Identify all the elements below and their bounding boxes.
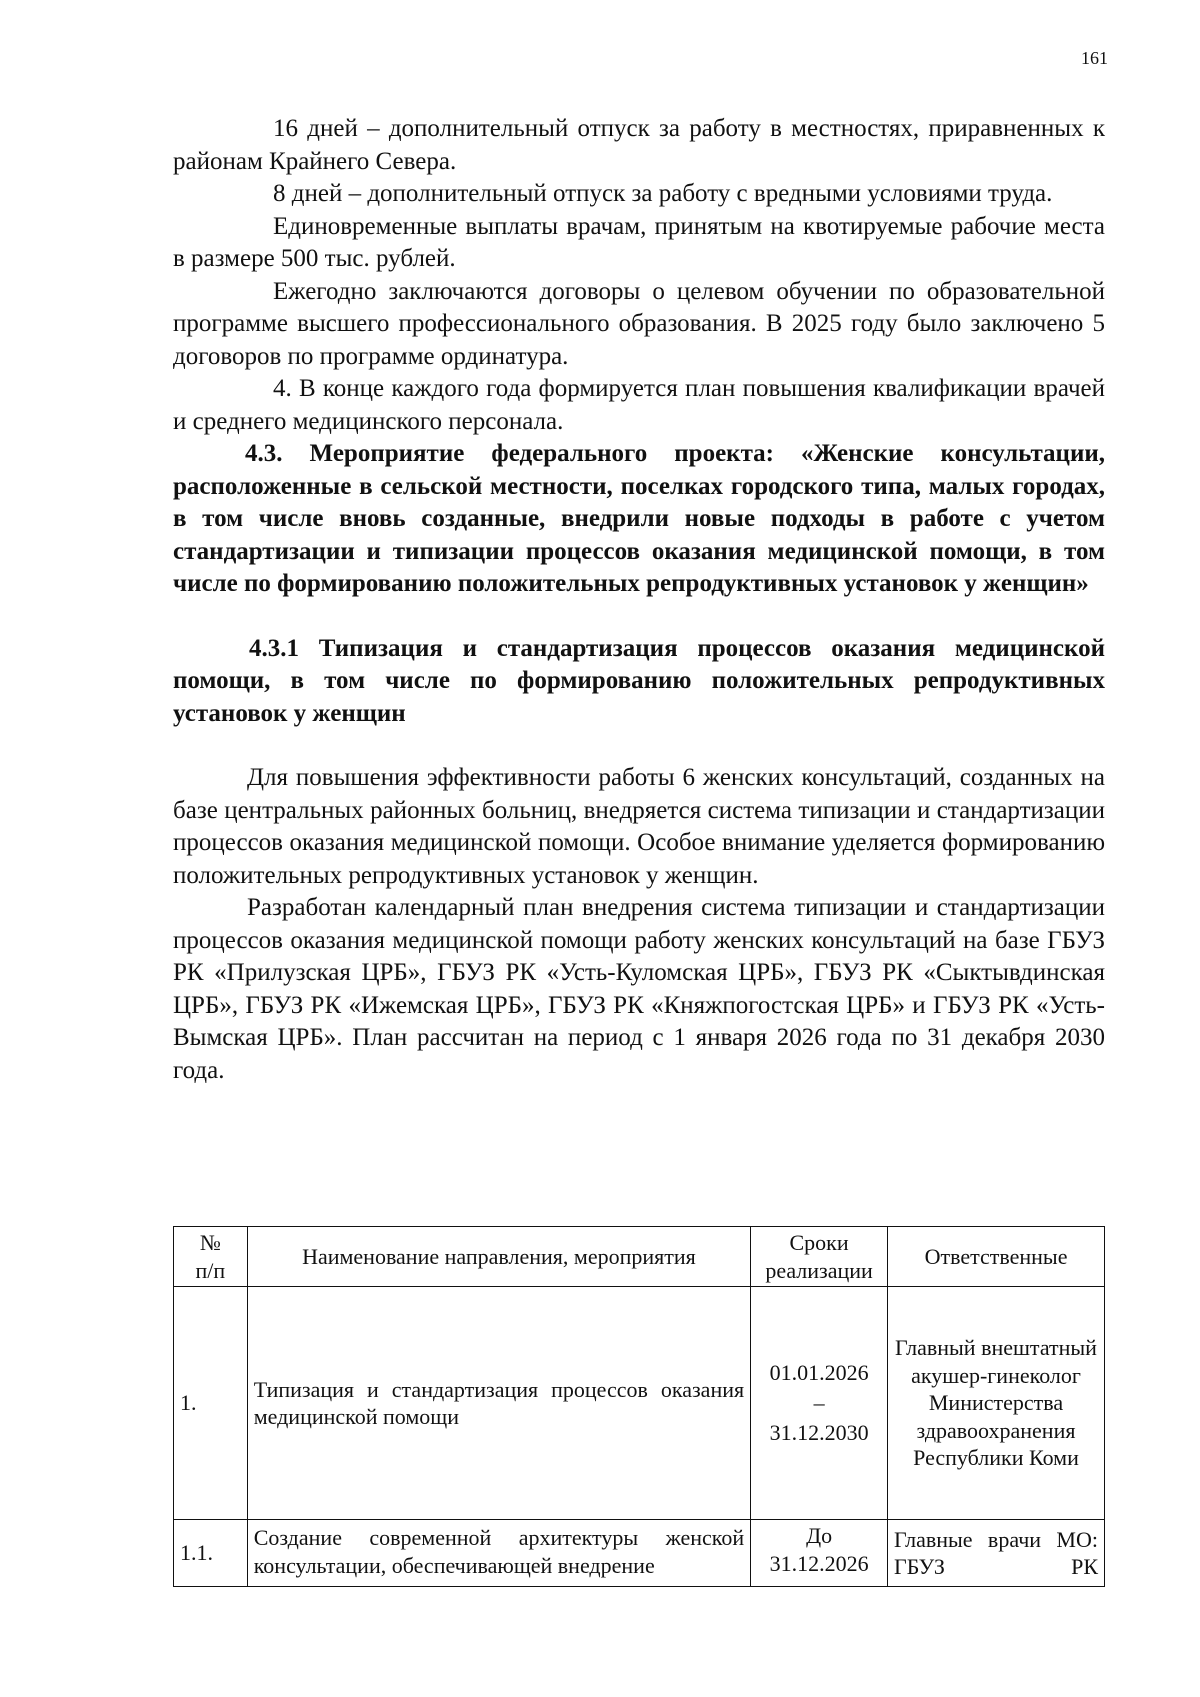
row-date-to: 31.12.2030 [769, 1420, 869, 1445]
row-date-to: 31.12.2026 [769, 1550, 869, 1576]
header-dates-line2: реализации [765, 1257, 873, 1283]
header-number-line1: № [199, 1230, 221, 1255]
plan-table-wrapper [173, 1226, 1105, 1587]
table-header-row [174, 1227, 1105, 1287]
paragraph-target-training: Ежегодно заключаются договоры о целевом обучении по образовательной программе высшего профессионального образования. В 2025 году было заключено 5 договоров по программе ординатура. [173, 277, 1105, 370]
header-dates [751, 1227, 888, 1287]
row-name: Типизация и стандартизация процессов оказания медицинской помощи [247, 1287, 750, 1520]
page-number: 161 [1081, 48, 1108, 68]
section-heading-4-3-1: 4.3.1 Типизация и стандартизация процессов оказания медицинской помощи, в том числе по формированию положительных репродуктивных установок у женщин [173, 634, 1105, 727]
header-number-line2: п/п [195, 1257, 226, 1283]
row-number: 1. [174, 1287, 248, 1520]
header-number [174, 1227, 248, 1287]
row-name: Создание современной архитектуры женской консультации, обеспечивающей внедрение [247, 1520, 750, 1587]
header-name: Наименование направления, мероприятия [247, 1227, 750, 1287]
paragraph-calendar-plan: Разработан календарный план внедрения система типизации и стандартизации процессов оказания медицинской помощи работу женских консультаций на базе ГБУЗ РК «Прилузская ЦРБ», ГБУЗ РК «Усть-Куломская ЦРБ», ГБУЗ РК «Сыктывдинская ЦРБ», ГБУЗ РК «Ижемская ЦРБ», ГБУЗ РК «Княжпогостская ЦРБ» и ГБУЗ РК «Усть-Вымская ЦРБ». План рассчитан на период с 1 января 2026 года по 31 декабря 2030 года. [173, 894, 1105, 1084]
paragraph-additional-leave-north: 16 дней – дополнительный отпуск за работу в местностях, приравненных к районам Крайнего Севера. [173, 115, 1105, 175]
row-date-from: До [806, 1523, 833, 1548]
paragraph-efficiency: Для повышения эффективности работы 6 женских консультаций, созданных на базе центральных районных больниц, внедряется система типизации и стандартизации процессов оказания медицинской помощи. Особое внимание уделяется формированию положительных репродуктивных установок у женщин. [173, 764, 1105, 889]
paragraph-additional-leave-harmful: 8 дней – дополнительный отпуск за работу с вредными условиями труда. [273, 180, 1053, 207]
paragraph-qualification-plan: 4. В конце каждого года формируется план повышения квалификации врачей и среднего медицинского персонала. [173, 375, 1105, 435]
table-row [174, 1287, 1105, 1520]
plan-table [173, 1226, 1105, 1587]
row-dates [751, 1520, 888, 1587]
header-dates-line1: Сроки [789, 1230, 849, 1255]
document-body [173, 113, 1105, 1087]
section-heading-4-3: 4.3. Мероприятие федерального проекта: «Женские консультации, расположенные в сельской местности, поселках городского типа, малых городах, в том числе вновь созданные, внедрили новые подходы в работе с учетом стандартизации и типизации процессов оказания медицинской помощи, в том числе по формированию положительных репродуктивных установок у женщин» [173, 440, 1105, 597]
row-number: 1.1. [174, 1520, 248, 1587]
paragraph-one-time-payments: Единовременные выплаты врачам, принятым на квотируемые рабочие места в размере 500 тыс. рублей. [173, 212, 1105, 272]
row-date-from: 01.01.2026 [769, 1360, 869, 1385]
row-responsible: Главный внештатный акушер-гинеколог Министерства здравоохранения Республики Коми [888, 1287, 1105, 1520]
row-responsible: Главные врачи МО: ГБУЗ РК [888, 1520, 1105, 1587]
header-responsible: Ответственные [888, 1227, 1105, 1287]
table-row [174, 1520, 1105, 1587]
row-dates [751, 1287, 888, 1520]
row-date-separator: – [813, 1390, 825, 1415]
